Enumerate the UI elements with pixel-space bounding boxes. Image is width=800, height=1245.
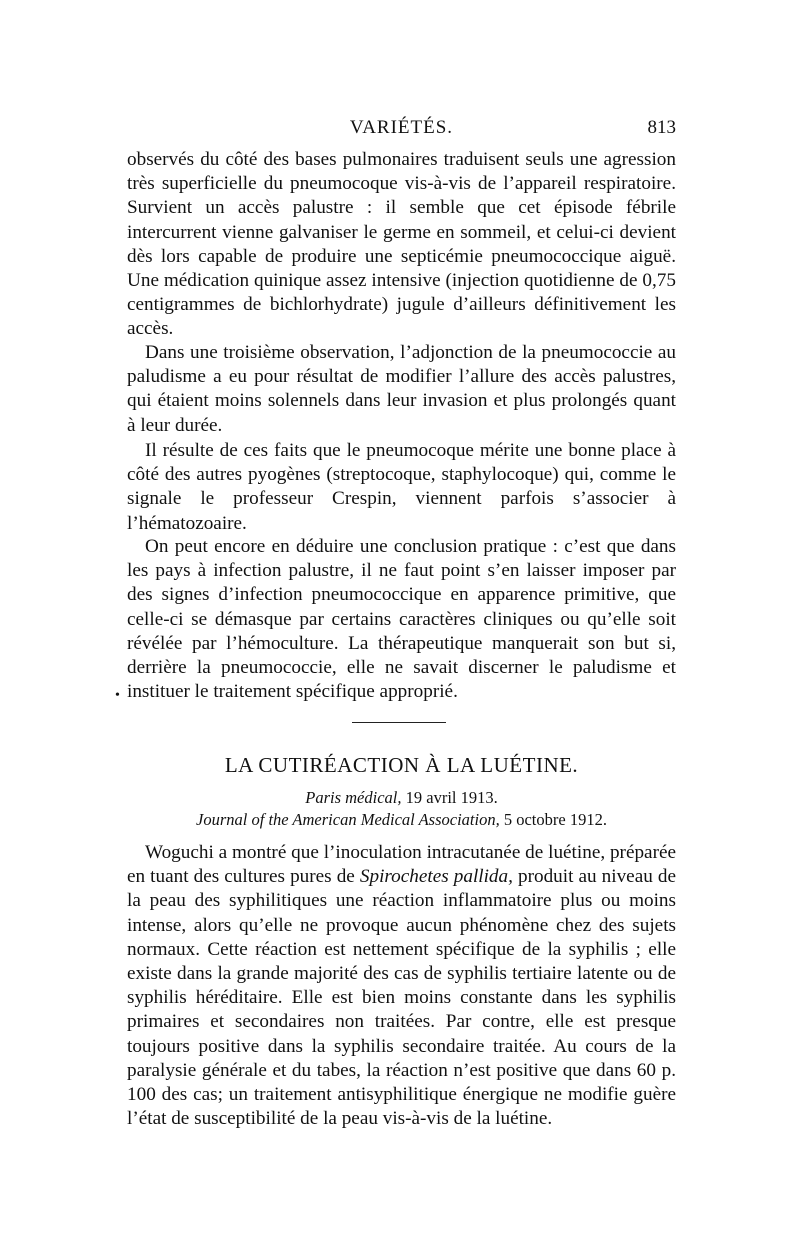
paragraph-conclusion xyxy=(127,535,676,704)
source-journal: Journal of the American Medical Association, xyxy=(196,810,500,829)
source-date: 19 avril 1913. xyxy=(401,788,498,807)
species-name: Spirochetes pallida, xyxy=(359,866,513,888)
page-header xyxy=(127,116,676,140)
paragraph-text-part: Woguchi a montré que l’inoculation intracutanée de luétine, préparée en tuant des cultures pures de xyxy=(127,842,676,888)
paragraph-text: Il résulte de ces faits que le pneumocoque mérite une bonne place à côté des autres pyogènes (streptocoque, staphylocoque) qui, comme le signale le professeur Crespin, viennent parfois s’associer à l’hématozoaire. xyxy=(127,440,676,534)
source-citation-jama xyxy=(127,810,676,830)
running-title: VARIÉTÉS. xyxy=(349,117,454,138)
source-date: 5 octobre 1912. xyxy=(499,810,607,829)
paragraph-luetine xyxy=(127,841,676,1131)
source-citation-paris-medical xyxy=(127,788,676,808)
section-divider xyxy=(352,722,446,723)
paragraph-text xyxy=(127,841,676,1131)
paragraph-continued xyxy=(127,148,676,342)
page-number: 813 xyxy=(647,117,676,138)
paragraph-text: observés du côté des bases pulmonaires traduisent seuls une agression très superficielle du pneumocoque vis-à-vis de l’appareil respiratoire. Survient un accès palustre : il semble que cet épisode fébrile intercurrent vienne galvaniser le germe en sommeil, et celui-ci devient dès lors capable de produire une septicémie pneumococcique aiguë. Une médication quinique assez intensive (injection quotidienne de 0,75 centigrammes de bichlorhydrate) jugule d’ailleurs définitivement les accès. xyxy=(127,149,676,340)
paragraph-text: Dans une troisième observation, l’adjonction de la pneumococcie au paludisme a eu pour résultat de modifier l’allure des accès palustres, qui étaient moins solennels dans leur invasion et plus prolongés quant à leur durée. xyxy=(127,342,676,436)
paragraph-text: On peut encore en déduire une conclusion pratique : c’est que dans les pays à infection palustre, il ne faut point s’en laisser imposer par des signes d’infection pneumococcique en apparence primitive, que celle-ci se démasque par certains caractères cliniques ou qu’elle soit révélée par l’hémoculture. La thérapeutique manquerait son but si, derrière la pneumococcie, elle ne savait discerner le paludisme et instituer le traitement spécifique approprié. xyxy=(127,536,676,703)
paragraph-text-part: produit au niveau de la peau des syphilitiques une réaction inflammatoire plus ou moins intense, alors qu’elle ne provoque aucun phénomène chez des sujets normaux. Cette réaction est nettement spécifique de la syphilis ; elle existe dans la grande majorité des cas de syphilis tertiaire latente ou de syphilis héréditaire. Elle est bien moins constante dans les syphilis primaires et secondaires non traitées. Par contre, elle est presque toujours positive dans la syphilis secondaire traitée. Au cours de la paralysie générale et du tabes, la réaction n’est positive que dans 60 p. 100 des cas; un traitement antisyphilitique énergique ne modifie guère l’état de susceptibilité de la peau vis-à-vis de la luétine. xyxy=(127,866,676,1130)
margin-mark: • xyxy=(115,688,120,703)
paragraph-third-observation xyxy=(127,341,676,438)
source-journal: Paris médical, xyxy=(305,788,402,807)
section-title: LA CUTIRÉACTION À LA LUÉTINE. xyxy=(224,753,579,777)
paragraph-pyogenes xyxy=(127,439,676,536)
